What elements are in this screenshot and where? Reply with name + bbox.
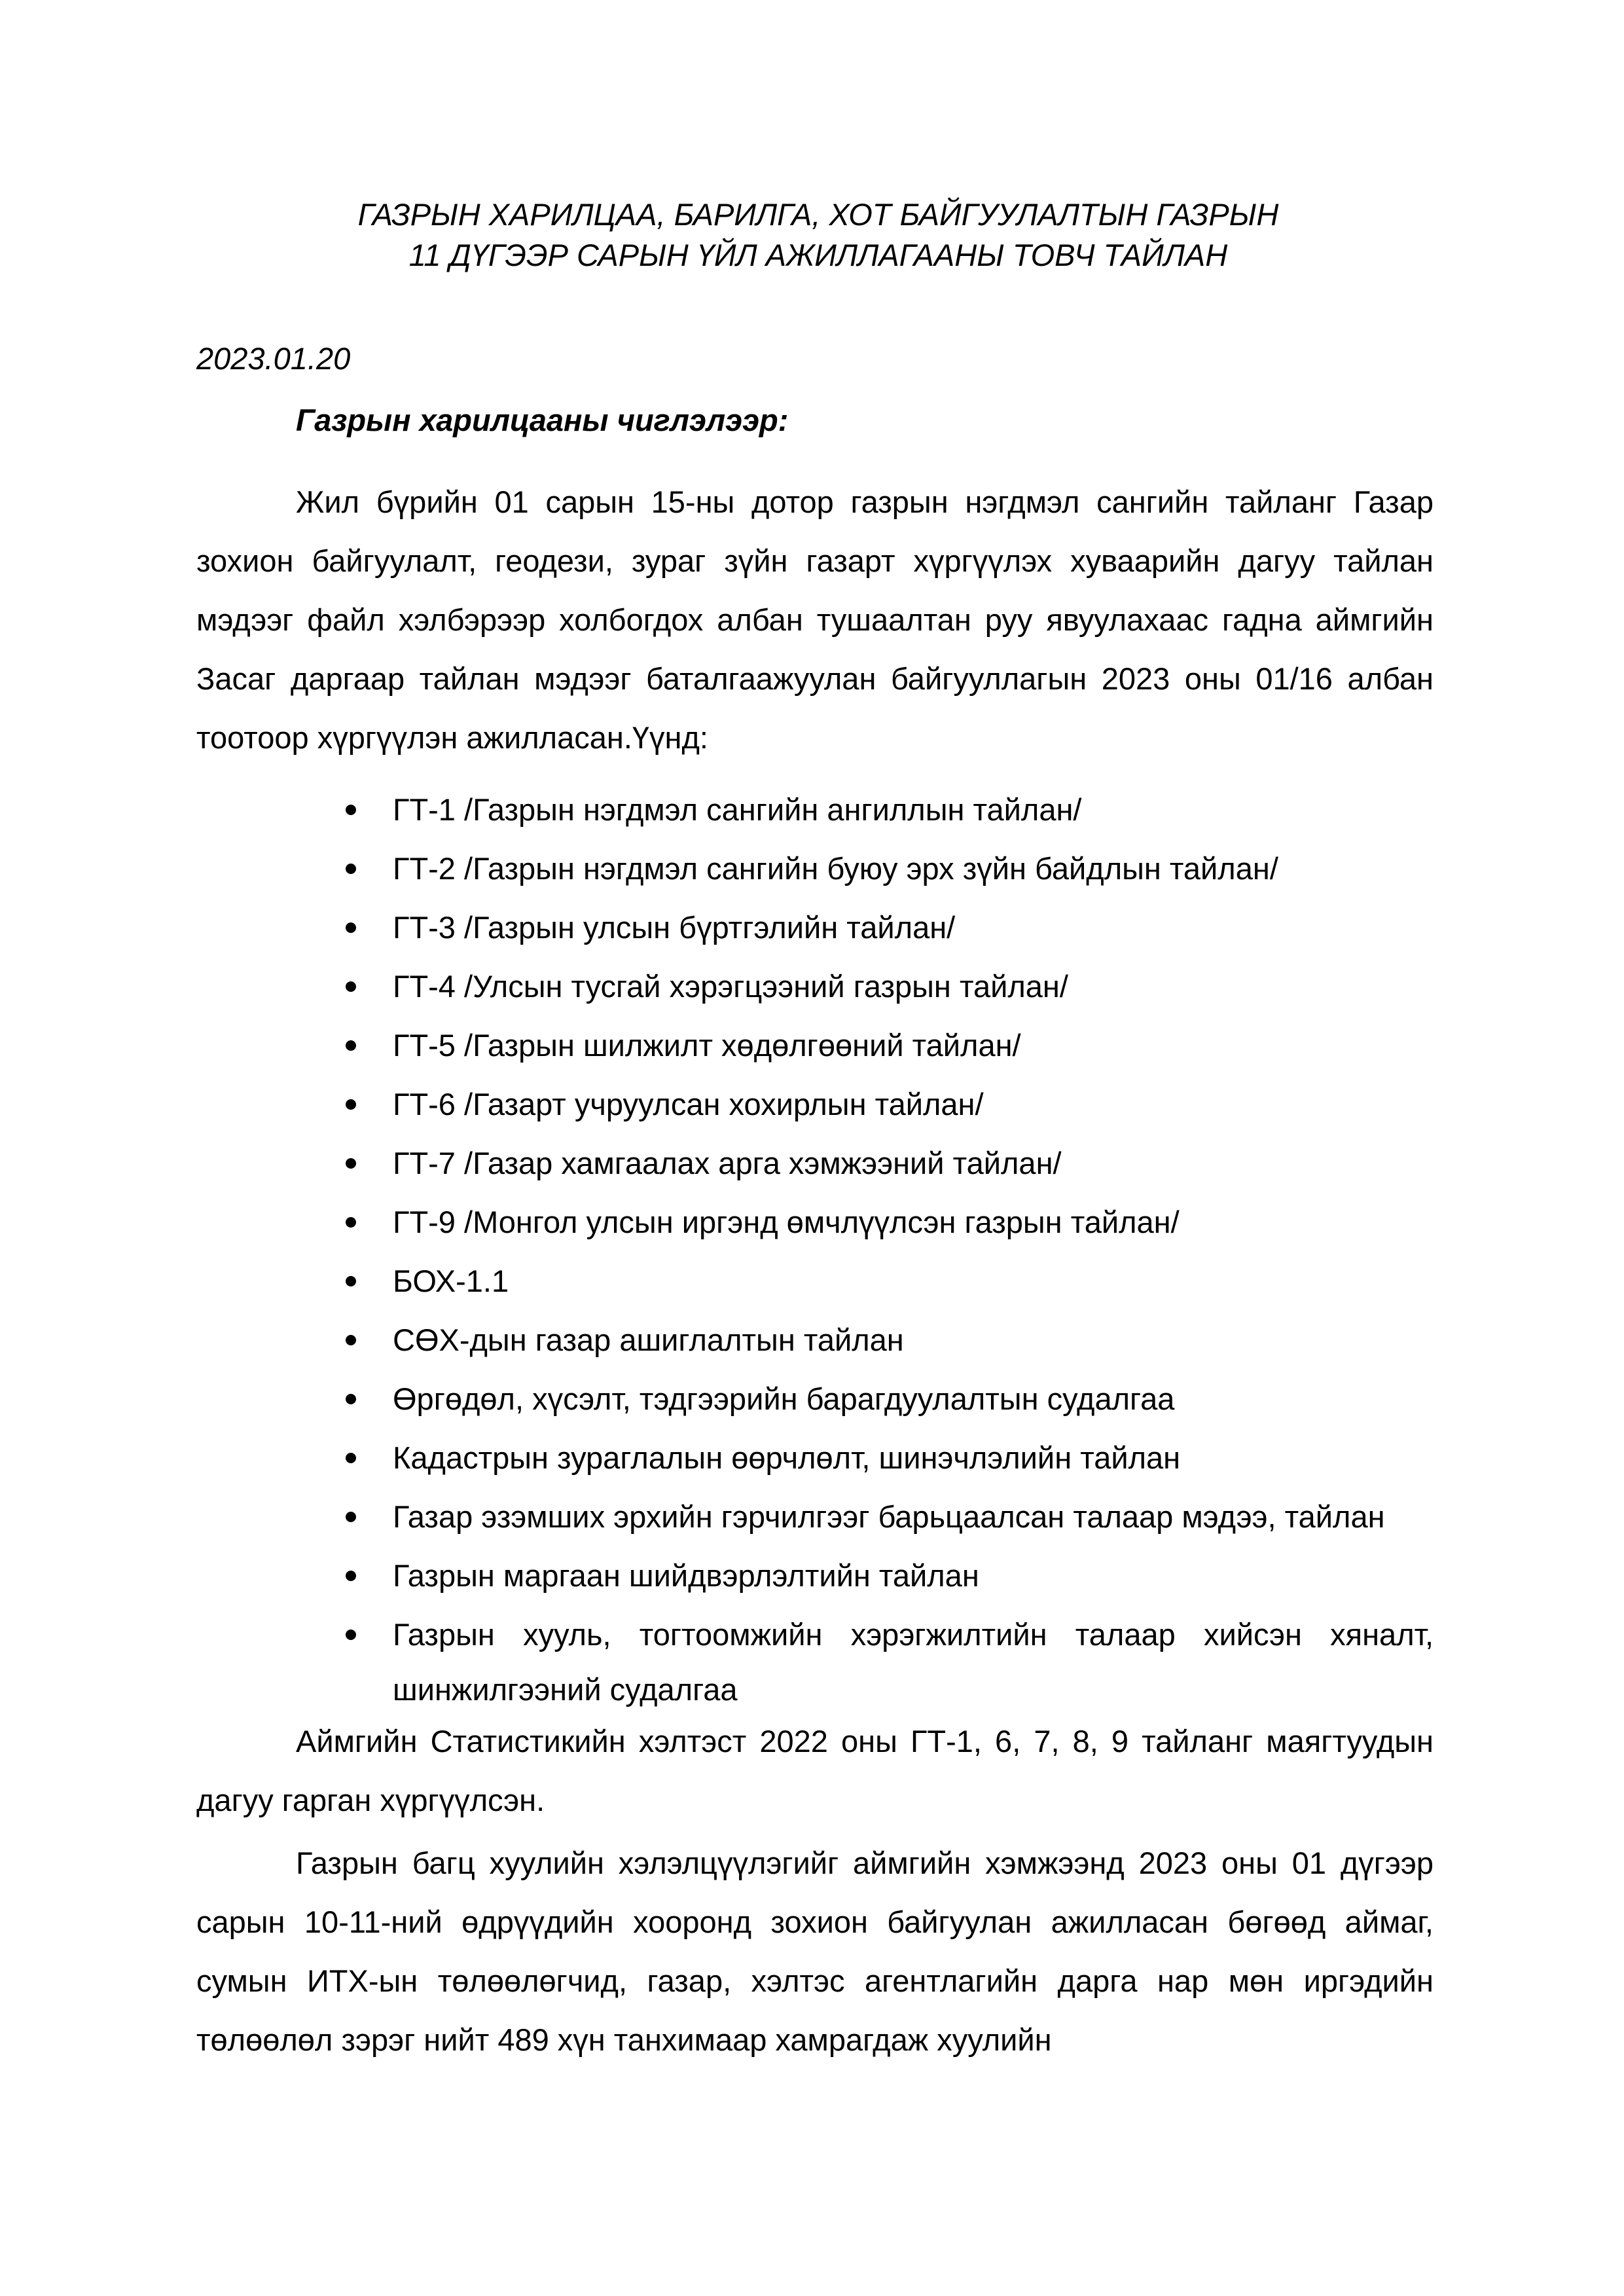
list-item [393, 1254, 1434, 1313]
bullet-icon [346, 1571, 356, 1581]
list-item [393, 900, 1434, 959]
section-heading: Газрын харилцааны чиглэлээр: [296, 403, 789, 437]
list-item-text: Газрын хууль, тогтоомжийн хэрэгжилтийн талаар хийсэн хяналт, шинжилгээний судалгаа [393, 1617, 1434, 1707]
list-item [393, 1607, 1434, 1717]
list-item [393, 1136, 1434, 1195]
list-item [393, 1430, 1434, 1489]
bullet-icon [346, 1217, 356, 1228]
bullet-icon [346, 1099, 356, 1110]
list-item-text: Кадастрын зураглалын өөрчлөлт, шинэчлэлийн тайлан [393, 1440, 1181, 1475]
list-item [393, 1077, 1434, 1136]
list-item-text: ГТ-5 /Газрын шилжилт хөдөлгөөний тайлан/ [393, 1028, 1021, 1063]
list-item [393, 782, 1434, 841]
list-item [393, 1489, 1434, 1548]
report-list [393, 782, 1434, 1717]
bullet-icon [346, 1040, 356, 1051]
document-title-line-2: 11 ДҮГЭЭР САРЫН ҮЙЛ АЖИЛЛАГААНЫ ТОВЧ ТАЙЛАН [408, 238, 1228, 272]
list-item [393, 959, 1434, 1018]
document-title-line-1: ГАЗРЫН ХАРИЛЦАА, БАРИЛГА, ХОТ БАЙГУУЛАЛТЫН ГАЗРЫН [357, 197, 1279, 232]
list-item-text: ГТ-6 /Газарт учруулсан хохирлын тайлан/ [393, 1087, 984, 1121]
list-item-text: Өргөдөл, хүсэлт, тэдгээрийн барагдуулалтын судалгаа [393, 1381, 1175, 1416]
list-item [393, 1548, 1434, 1607]
bullet-icon [346, 981, 356, 992]
document-date: 2023.01.20 [196, 341, 351, 376]
list-item-text: ГТ-2 /Газрын нэгдмэл сангийн буюу эрх зүйн байдлын тайлан/ [393, 851, 1278, 886]
paragraph-2: Аймгийн Статистикийн хэлтэст 2022 оны ГТ-1, 6, 7, 8, 9 тайланг маягтуудын дагуу гарган хүргүүлсэн. [196, 1724, 1434, 1817]
bullet-icon [346, 1512, 356, 1522]
list-item [393, 1372, 1434, 1430]
list-item-text: СӨХ-дын газар ашиглалтын тайлан [393, 1322, 904, 1357]
paragraph-3: Газрын багц хуулийн хэлэлцүүлэгийг аймгийн хэмжээнд 2023 оны 01 дүгээр сарын 10-11-ний өдрүүдийн хооронд зохион байгуулан ажилласан бөгөөд аймаг, сумын ИТХ-ын төлөөлөгчид, газар, хэлтэс агентлагийн дарга нар мөн иргэдийн төлөөлөл зэрэг нийт 489 хүн танхимаар хамрагдаж хуулийн [196, 1846, 1434, 2057]
list-item [393, 1195, 1434, 1254]
list-item-text: Газрын маргаан шийдвэрлэлтийн тайлан [393, 1558, 979, 1593]
bullet-icon [346, 805, 356, 815]
bullet-icon [346, 1158, 356, 1169]
list-item-text: БОХ-1.1 [393, 1264, 509, 1298]
list-item-text: ГТ-3 /Газрын улсын бүртгэлийн тайлан/ [393, 910, 956, 945]
paragraph-1: Жил бүрийн 01 сарын 15-ны дотор газрын нэгдмэл сангийн тайланг Газар зохион байгуулалт, геодези, зураг зүйн газарт хүргүүлэх хуваарийн дагуу тайлан мэдээг файл хэлбэрээр холбогдох албан тушаалтан руу явуулахаас гадна аймгийн Засаг даргаар тайлан мэдээг баталгаажуулан байгууллагын 2023 оны 01/16 албан тоотоор хүргүүлэн ажилласан.Үүнд: [196, 484, 1434, 755]
bullet-icon [346, 1335, 356, 1345]
bullet-icon [346, 1630, 356, 1640]
bullet-icon [346, 1453, 356, 1463]
bullet-icon [346, 1276, 356, 1286]
bullet-icon [346, 1394, 356, 1404]
list-item-text: ГТ-7 /Газар хамгаалах арга хэмжээний тайлан/ [393, 1146, 1062, 1180]
list-item [393, 1018, 1434, 1077]
list-item-text: ГТ-9 /Монгол улсын иргэнд өмчлүүлсэн газрын тайлан/ [393, 1205, 1180, 1239]
list-item [393, 1313, 1434, 1372]
list-item-text: Газар эзэмших эрхийн гэрчилгээг барьцаалсан талаар мэдээ, тайлан [393, 1499, 1385, 1534]
bullet-icon [346, 922, 356, 933]
list-item-text: ГТ-1 /Газрын нэгдмэл сангийн ангиллын тайлан/ [393, 792, 1082, 827]
list-item [393, 841, 1434, 900]
list-item-text: ГТ-4 /Улсын тусгай хэрэгцээний газрын тайлан/ [393, 969, 1068, 1004]
bullet-icon [346, 864, 356, 874]
